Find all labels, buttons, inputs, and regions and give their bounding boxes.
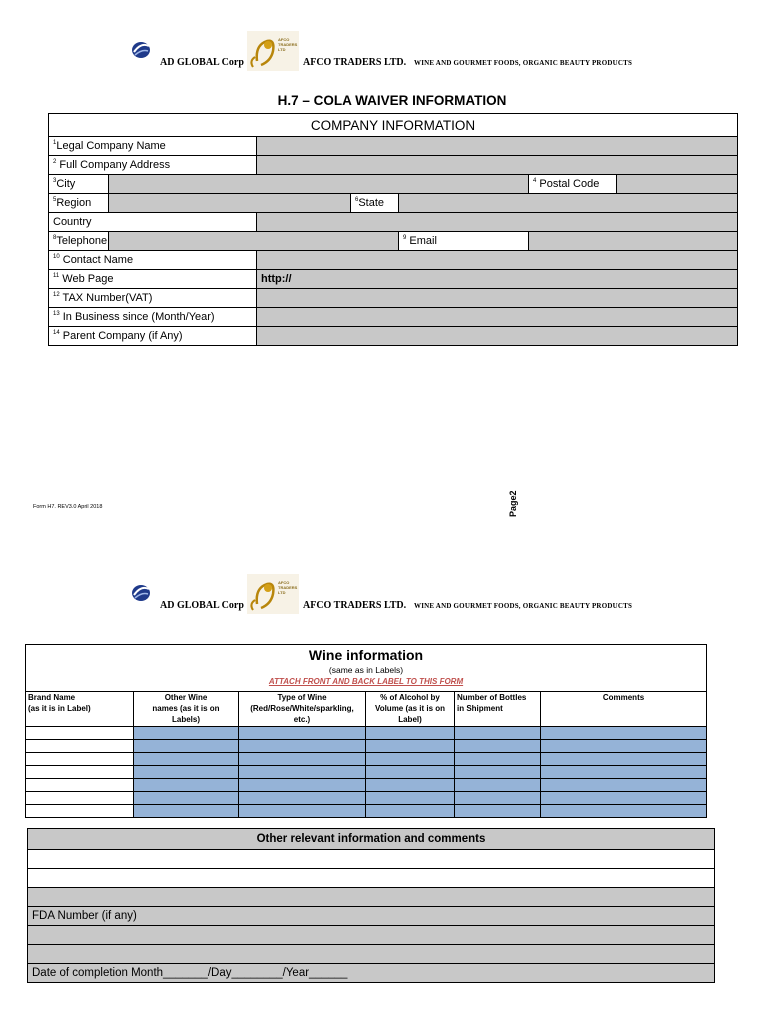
business-label: $^{13}$ In Business since (Month/Year) [49, 308, 257, 327]
wine-cell[interactable] [366, 766, 455, 779]
company1-name: AD GLOBAL Corp [160, 57, 244, 68]
col-brand-name: Brand Name (as it is in Label) [26, 692, 134, 727]
company2-name-2: AFCO TRADERS LTD. [303, 600, 407, 611]
wine-cell[interactable] [541, 753, 707, 766]
web-input[interactable]: http:// [257, 270, 738, 289]
brand-cell[interactable] [26, 805, 134, 818]
brand-cell[interactable] [26, 766, 134, 779]
wine-row [26, 805, 707, 818]
wine-row [26, 740, 707, 753]
other-info-line[interactable] [28, 850, 715, 869]
wine-title: Wine information [308, 647, 424, 663]
web-label: $^{11}$ Web Page [49, 270, 257, 289]
brand-cell[interactable] [26, 779, 134, 792]
wine-row [26, 727, 707, 740]
contact-input[interactable] [257, 251, 738, 270]
brand-cell[interactable] [26, 792, 134, 805]
wine-cell[interactable] [366, 727, 455, 740]
other-info-line[interactable] [28, 926, 715, 945]
legal-name-label: $^1$Legal Company Name [49, 137, 257, 156]
row-business [49, 308, 738, 327]
section-title: COMPANY INFORMATION [49, 114, 738, 137]
wine-cell[interactable] [455, 727, 541, 740]
wine-cell[interactable] [455, 779, 541, 792]
wine-cell[interactable] [239, 766, 366, 779]
ad-global-logo [130, 40, 152, 65]
other-info-line[interactable] [28, 945, 715, 964]
completion-date-field[interactable]: Date of completion Month_______/Day________/Year______ [28, 964, 715, 983]
region-label: $^5$Region [49, 194, 109, 213]
wine-cell[interactable] [239, 792, 366, 805]
wine-cell[interactable] [239, 727, 366, 740]
telephone-input[interactable] [109, 232, 399, 251]
page-number: Page2 [508, 490, 518, 517]
company-tagline-2: WINE AND GOURMET FOODS, ORGANIC BEAUTY PRODUCTS [414, 602, 633, 610]
email-input[interactable] [529, 232, 738, 251]
wine-cell[interactable] [239, 779, 366, 792]
col-alcohol: % of Alcohol by Volume (as it is on Label) [366, 692, 455, 727]
wine-cell[interactable] [541, 805, 707, 818]
wine-cell[interactable] [134, 805, 239, 818]
wine-cell[interactable] [455, 740, 541, 753]
region-input[interactable] [109, 194, 351, 213]
wine-cell[interactable] [541, 766, 707, 779]
col-comments: Comments [541, 692, 707, 727]
wine-cell[interactable] [541, 740, 707, 753]
state-input[interactable] [399, 194, 738, 213]
afco-logo-text-2: AFCO TRADERS LTD [278, 580, 298, 595]
wine-cell[interactable] [134, 740, 239, 753]
wine-cell[interactable] [366, 792, 455, 805]
wine-cell[interactable] [366, 753, 455, 766]
wine-row [26, 792, 707, 805]
wine-cell[interactable] [455, 753, 541, 766]
company-info-table [48, 113, 738, 346]
wine-cell[interactable] [134, 766, 239, 779]
col-bottles: Number of Bottles in Shipment [455, 692, 541, 727]
parent-label: $^{14}$ Parent Company (if Any) [49, 327, 257, 346]
legal-name-input[interactable] [257, 137, 738, 156]
form-id: Form H7. REV3.0 April 2018 [33, 504, 103, 510]
wine-row [26, 779, 707, 792]
wine-title-cell [26, 645, 707, 692]
wine-cell[interactable] [239, 753, 366, 766]
wine-cell[interactable] [366, 779, 455, 792]
country-label: Country [49, 213, 257, 232]
wine-header-row [26, 692, 707, 727]
wine-row [26, 766, 707, 779]
wine-cell[interactable] [134, 779, 239, 792]
wine-row [26, 753, 707, 766]
company2-name: AFCO TRADERS LTD. [303, 57, 407, 68]
state-label: $^6$State [351, 194, 399, 213]
wine-cell[interactable] [239, 740, 366, 753]
row-address [49, 156, 738, 175]
brand-cell[interactable] [26, 740, 134, 753]
wine-cell[interactable] [455, 792, 541, 805]
wine-cell[interactable] [134, 727, 239, 740]
row-city [49, 175, 738, 194]
postal-input[interactable] [617, 175, 738, 194]
wine-info-table [25, 644, 707, 818]
col-type: Type of Wine (Red/Rose/White/sparkling, etc.) [239, 692, 366, 727]
country-input[interactable] [257, 213, 738, 232]
other-info-line[interactable] [28, 869, 715, 888]
attach-notice: ATTACH FRONT AND BACK LABEL TO THIS FORM [268, 677, 464, 686]
business-input[interactable] [257, 308, 738, 327]
row-contact [49, 251, 738, 270]
wine-cell[interactable] [134, 753, 239, 766]
afco-logo-text: AFCO TRADERS LTD [278, 37, 298, 52]
wine-cell[interactable] [366, 805, 455, 818]
address-input[interactable] [257, 156, 738, 175]
wine-cell[interactable] [366, 740, 455, 753]
ad-global-logo-2 [130, 583, 152, 608]
telephone-label: $^8$Telephone [49, 232, 109, 251]
wine-cell[interactable] [541, 727, 707, 740]
wine-cell[interactable] [541, 779, 707, 792]
email-label: $^9$ Email [399, 232, 529, 251]
company1-name-2: AD GLOBAL Corp [160, 600, 244, 611]
tax-label: $^{12}$ TAX Number(VAT) [49, 289, 257, 308]
brand-cell[interactable] [26, 753, 134, 766]
city-label: $^3$City [49, 175, 109, 194]
other-info-line[interactable] [28, 888, 715, 907]
wine-subtitle: (same as in Labels) [328, 665, 404, 675]
wine-cell[interactable] [541, 792, 707, 805]
row-tax [49, 289, 738, 308]
brand-cell[interactable] [26, 727, 134, 740]
wine-cell[interactable] [134, 792, 239, 805]
row-parent [49, 327, 738, 346]
page-title: H.7 – COLA WAIVER INFORMATION [277, 93, 507, 108]
row-web [49, 270, 738, 289]
parent-input[interactable] [257, 327, 738, 346]
fda-number-field[interactable]: FDA Number (if any) [28, 907, 715, 926]
postal-label: $^4$ Postal Code [529, 175, 617, 194]
other-info-title: Other relevant information and comments [28, 829, 715, 850]
row-legal-name [49, 137, 738, 156]
company-tagline: WINE AND GOURMET FOODS, ORGANIC BEAUTY PRODUCTS [414, 59, 633, 67]
tax-input[interactable] [257, 289, 738, 308]
col-other-names: Other Wine names (as it is on Labels) [134, 692, 239, 727]
wine-cell[interactable] [455, 766, 541, 779]
address-label: $^2$ Full Company Address [49, 156, 257, 175]
row-country [49, 213, 738, 232]
wine-cell[interactable] [455, 805, 541, 818]
row-telephone [49, 232, 738, 251]
city-input[interactable] [109, 175, 529, 194]
row-region [49, 194, 738, 213]
contact-label: $^{10}$ Contact Name [49, 251, 257, 270]
other-info-table [27, 828, 715, 983]
wine-cell[interactable] [239, 805, 366, 818]
